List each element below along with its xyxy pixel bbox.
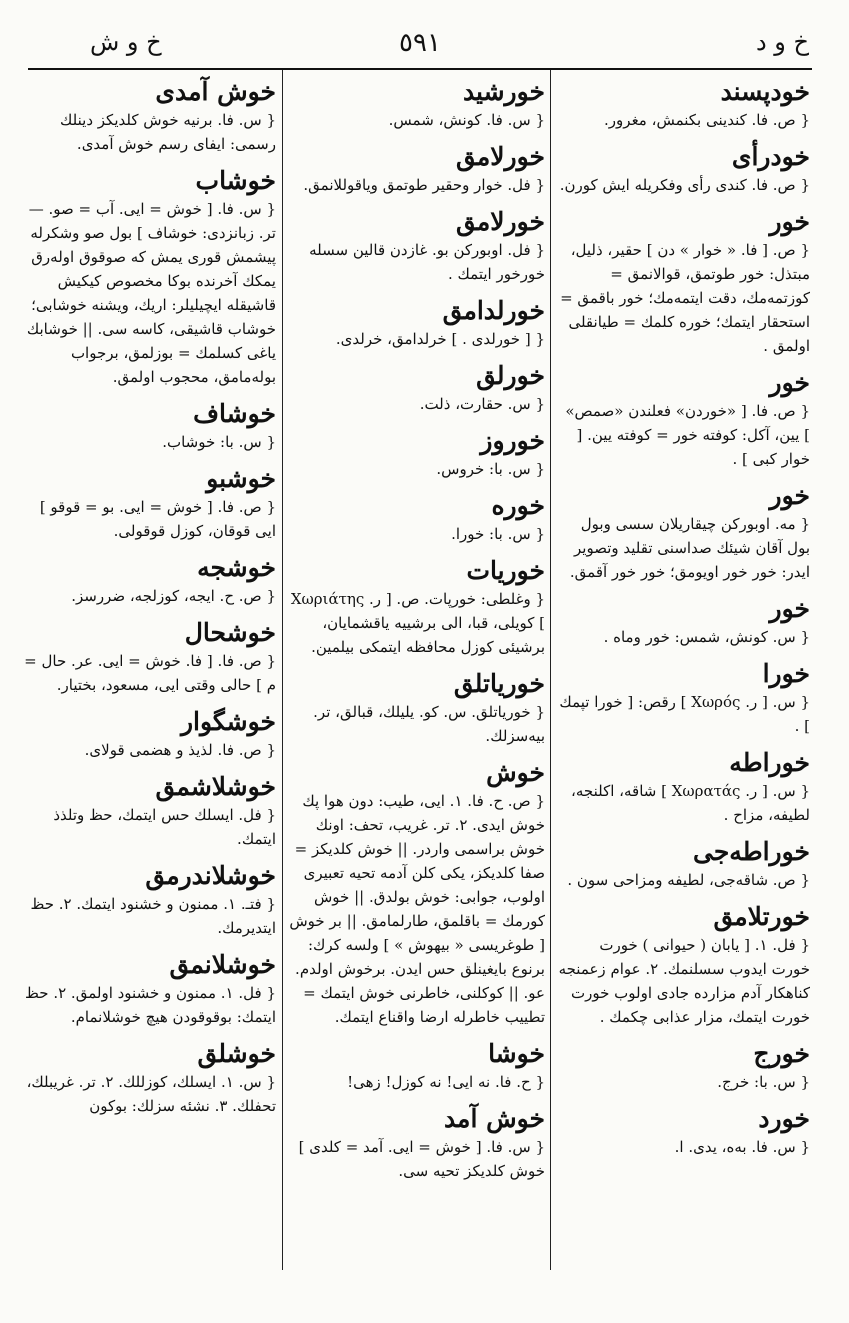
headword: خورلامق bbox=[456, 142, 545, 171]
headword: خورد bbox=[758, 1104, 810, 1133]
headword: خوشبو bbox=[206, 464, 276, 493]
headword: خور bbox=[769, 207, 810, 236]
definition: { مە. اوبوركن چيقاريلان سسى وبول بول آقان شيئك صداسنى تقليد وتصوير ايدر: خور خور اويومق؛ خور خور آقمق. bbox=[569, 515, 810, 581]
page-header bbox=[0, 28, 849, 68]
headword: خوشا bbox=[488, 1039, 545, 1068]
headword: خوشلق bbox=[197, 1039, 276, 1068]
headword: خوريات bbox=[466, 556, 545, 585]
definition: { وغلطى: خورپات. ص. [ ر. Χωριάτης ] كويلى، قبا، الى برشييه ياقشمايان، برشيئى كوزل محافظه ايتمكى بيلمين. bbox=[290, 590, 545, 656]
header-rule bbox=[28, 68, 812, 70]
dictionary-entry bbox=[289, 757, 545, 1029]
dictionary-entry bbox=[558, 593, 810, 649]
dictionary-entry bbox=[289, 1103, 545, 1183]
dictionary-entry bbox=[22, 1038, 276, 1118]
headword: خوشلاندرمق bbox=[145, 861, 276, 890]
definition: { ص. ح. فا. ١. ايى، طيب: دون هوا پك خوش ايدى. ٢. تر. غريب، تحف: اونك خوش براسمى واردر. || خوش كلديكز = صفا كلديكز، يكى كلن آدمه تحيه تعبيرى اولوب، جوابى: خوش بولدق. || خوش كورمك = باقلمق، طارلمامق. || بر خوش [ طوغريسى « بيهوش » ] ولسه كرك: برنوع بايغينلق حس ايدن. برخوش اولدم. عو. || كوكلنى، خاطرنى خوش ايتمك = تطييب خاطرله ارضا واقناع ايتمك. bbox=[289, 792, 545, 1026]
dictionary-entry bbox=[289, 425, 545, 481]
definition: { ص. فا. كندينى بكنمش، مغرور. bbox=[604, 111, 810, 129]
dictionary-entry bbox=[558, 206, 810, 358]
dictionary-entry bbox=[289, 1038, 545, 1094]
dictionary-entry bbox=[558, 1038, 810, 1094]
headword: خوره bbox=[491, 491, 545, 520]
definition: { ص. فا. [ فا. خوش = ايى. عر. حال = م ] حالى وقتى ايى، مسعود، بختيار. bbox=[24, 652, 276, 694]
page-number: ٥٩١ bbox=[399, 28, 441, 58]
dictionary-entry bbox=[558, 76, 810, 132]
headword: خوشحال bbox=[184, 618, 276, 647]
dictionary-entry bbox=[22, 860, 276, 940]
headword: خورتلامق bbox=[713, 902, 810, 931]
dictionary-entry bbox=[289, 490, 545, 546]
definition: { س. حقارت، ذلت. bbox=[419, 395, 545, 413]
column-middle bbox=[289, 76, 545, 1311]
headword: خور bbox=[769, 368, 810, 397]
definition: { ص. فا. لذيذ و هضمى قولاى. bbox=[84, 741, 276, 759]
dictionary-entry bbox=[22, 706, 276, 762]
dictionary-entry bbox=[22, 771, 276, 851]
headword: خور bbox=[769, 481, 810, 510]
definition: { س. ١. ايسلك، كوزللك. ٢. تر. غريبلك، تحفلك. ٣. نشئه سزلك: بوكون bbox=[26, 1073, 276, 1115]
headword: خورج bbox=[753, 1039, 810, 1068]
definition: { ص. فا. [ «خوردن» فعلندن «صمص» ] يين، آكل: كوفتە خور = كوفتە يين. [ خوار كبى ] . bbox=[565, 402, 810, 468]
dictionary-entry bbox=[289, 555, 545, 659]
headword: خوروز bbox=[480, 426, 545, 455]
header-guide-right: خ و د bbox=[755, 28, 809, 56]
definition: { ص. فا. [ خوش = ايى. بو = قوقو ] ايى قوقان، كوزل قوقولى. bbox=[39, 498, 276, 540]
definition: { س. فا. بەه، يدى. ا. bbox=[674, 1138, 810, 1156]
headword: خوشلانمق bbox=[169, 950, 276, 979]
headword: خور bbox=[769, 594, 810, 623]
headword: خوشگوار bbox=[180, 707, 276, 736]
dictionary-entry bbox=[558, 480, 810, 584]
headword: خورلق bbox=[476, 361, 545, 390]
definition: { س. [ ر. Χωρατάς ] شاقه، اكلنجه، لطيفه، مزاح . bbox=[571, 782, 810, 824]
dictionary-entry bbox=[558, 1103, 810, 1159]
dictionary-entry bbox=[22, 552, 276, 608]
dictionary-entry bbox=[558, 901, 810, 1029]
column-right bbox=[558, 76, 810, 1311]
dictionary-entry bbox=[289, 141, 545, 197]
definition: { س. كونش، شمس: خور وماه . bbox=[603, 628, 810, 646]
definition: { ح. فا. نه ايى! نه كوزل! زهى! bbox=[347, 1073, 545, 1091]
definition: { س. با: خوشاب. bbox=[162, 433, 276, 451]
definition: { فل. ايسلك حس ايتمك، حظ وتلذذ ايتمك. bbox=[53, 806, 276, 848]
column-divider bbox=[550, 70, 551, 1270]
dictionary-entry bbox=[22, 617, 276, 697]
definition: { س. [ ر. Χωρός ] رقص: [ خورا تپمك ] . bbox=[559, 693, 810, 735]
definition: { ص. شاقەجى، لطيفه ومزاحى سون . bbox=[567, 871, 810, 889]
dictionary-entry bbox=[22, 165, 276, 389]
definition: { ص. فا. كندى رأى وفكريله ايش كورن. bbox=[559, 176, 810, 194]
dictionary-entry bbox=[289, 360, 545, 416]
dictionary-entry bbox=[558, 747, 810, 827]
dictionary-entry bbox=[558, 836, 810, 892]
headword: خوش bbox=[486, 758, 545, 787]
headword: خوش آمدى bbox=[155, 77, 276, 106]
definition: { فل. اوبوركن بو. غازدن قالين سسله خورخور ايتمك . bbox=[309, 241, 545, 283]
headword: خوش آمد bbox=[443, 1104, 545, 1133]
headword: خورا bbox=[762, 659, 810, 688]
column-divider bbox=[282, 70, 283, 1270]
headword: خورياتلق bbox=[453, 669, 545, 698]
definition: { س. با: خرج. bbox=[717, 1073, 810, 1091]
dictionary-entry bbox=[289, 668, 545, 748]
headword: خودپسند bbox=[720, 77, 810, 106]
dictionary-entry bbox=[22, 463, 276, 543]
headword: خوشلاشمق bbox=[155, 772, 276, 801]
definition: { خورياتلق. س. كو. يليلك، قبالق، تر. بيەسزلك. bbox=[313, 703, 545, 745]
headword: خوشاف bbox=[193, 399, 276, 428]
dictionary-entry bbox=[22, 949, 276, 1029]
headword: خورلدامق bbox=[442, 296, 545, 325]
headword: خوشاب bbox=[195, 166, 276, 195]
headword: خورشيد bbox=[462, 77, 545, 106]
definition: { س. با: خورا. bbox=[451, 525, 545, 543]
definition: { س. فا. برنيه خوش كلديكز دينلك رسمى: ايفاى رسم خوش آمدى. bbox=[60, 111, 276, 153]
dictionary-entry bbox=[22, 398, 276, 454]
dictionary-entry bbox=[558, 367, 810, 471]
definition: { ص. [ فا. « خوار » دن ] حقير، ذليل، مبتذل: خور طوتمق، قوالانمق = كوزتمەمك، دقت ايتمەمك؛ خور باقمق = استحقار ايتمك؛ خورە كلمك = طيانقلى اولمق . bbox=[560, 241, 810, 355]
column-left bbox=[22, 76, 276, 1311]
headword: خوراطەجى bbox=[693, 837, 810, 866]
dictionary-entry bbox=[289, 295, 545, 351]
dictionary-entry bbox=[558, 658, 810, 738]
definition: { ص. ح. ايجه، كوزلجه، ضررسز. bbox=[71, 587, 276, 605]
definition: { فل. ١. [ يابان ( حيوانى ) خورت خورت ايدوب سسلنمك. ٢. عوام زعمنجه كناهكار آدم مزارده جادى اولوب خورت خورت ايتمك، مزار عذابى چكمك . bbox=[558, 936, 810, 1026]
definition: { س. با: خروس. bbox=[436, 460, 545, 478]
dictionary-entry bbox=[558, 141, 810, 197]
definition: { فتـ. ١. ممنون و خشنود ايتمك. ٢. حظ ايتديرمك. bbox=[30, 895, 276, 937]
definition: { فل. ١. ممنون و خشنود اولمق. ٢. حظ ايتمك: بوقوقودن هيچ خوشلانمام. bbox=[25, 984, 276, 1026]
headword: خودرأى bbox=[731, 142, 810, 171]
headword: خوشجه bbox=[197, 553, 276, 582]
definition: { [ خورلدى . ] خرلدامق، خرلدى. bbox=[335, 330, 545, 348]
headword: خوراطه bbox=[729, 748, 810, 777]
definition: { س. فا. كونش، شمس. bbox=[388, 111, 545, 129]
header-guide-left: خ و ش bbox=[90, 28, 162, 56]
definition: { س. فا. [ خوش = ايى. آمد = كلدى ] خوش كلديكز تحيه سى. bbox=[298, 1138, 545, 1180]
dictionary-entry bbox=[289, 206, 545, 286]
dictionary-entry bbox=[22, 76, 276, 156]
dictionary-entry bbox=[289, 76, 545, 132]
definition: { فل. خوار وحقير طوتمق وياقوللانمق. bbox=[303, 176, 545, 194]
definition: { س. فا. [ خوش = ايى. آب = صو. — تر. زبانزدى: خوشاف ] بول صو وشكرله پيشمش قورى يمش كه صوقوق اولەرق يمكك آخرنده بوكا مخصوص كيكيش قاشيقله ايچيليلر: اريك، ويشنه خوشابى؛ خوشاب قاشيقى، كاسه سى. || خوشابك ياغى كسلمك = بوزلمق، برجواب بولەمامق، محجوب اولمق. bbox=[26, 200, 276, 386]
headword: خورلامق bbox=[456, 207, 545, 236]
